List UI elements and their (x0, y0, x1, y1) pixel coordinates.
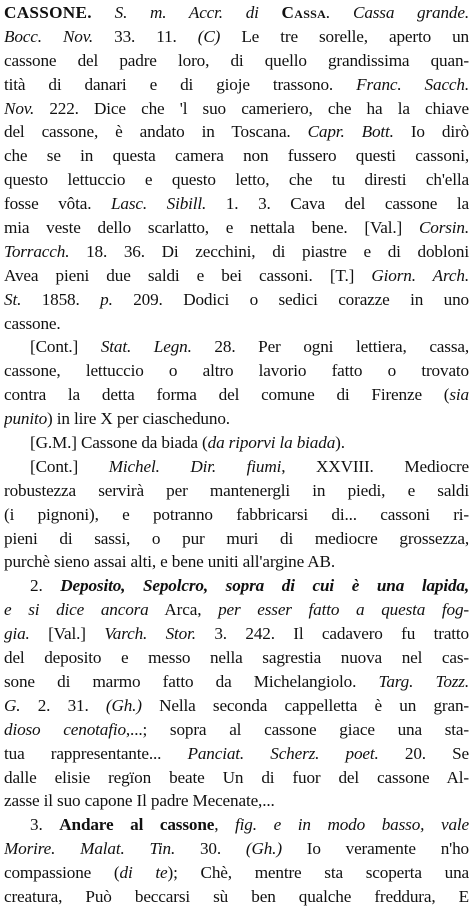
italic-text: S. m. Accr. di (114, 3, 282, 22)
line-text: cassone, lettuccio o altro lavorio fatto o trovato (4, 361, 469, 381)
italic-text: Torracch. (4, 241, 70, 261)
bold-text: CASSONE. (4, 3, 92, 22)
line-text: tua rappresentante... (4, 743, 188, 763)
line-text: fosse vôta. (4, 194, 111, 214)
line-text: 33. 11. (93, 26, 198, 46)
entry-line (4, 527, 469, 551)
italic-text: dioso cenotafio (4, 719, 126, 739)
entry-line (4, 407, 469, 431)
italic-text: punito (4, 409, 48, 429)
entry-line (4, 550, 469, 574)
line-text: del cassone, è andato in Toscana. (4, 122, 308, 142)
entry-line (4, 120, 469, 144)
line-text: Avea pieni due saldi e bei cassoni. [T.] (4, 265, 372, 285)
entry-line (4, 73, 469, 97)
entry-line (4, 144, 469, 168)
dictionary-page (0, 1, 473, 906)
line-text: 28. Per ogni lettiera, cassa, (191, 337, 469, 357)
entry-line (4, 49, 469, 73)
entry-line (4, 718, 469, 742)
italic-text: Lasc. Sibill. (111, 194, 207, 214)
line-text: del deposito e messo nella sagrestia nuova nel cas- (4, 648, 469, 668)
italic-text: G. (4, 695, 21, 715)
line-text: 209. Dodici o sedici corazze in uno (112, 289, 469, 309)
entry-line (4, 670, 469, 694)
bold-text: Andare al cassone (59, 815, 215, 835)
line-text: che se in questa camera non fussero questi cassoni, (4, 146, 469, 166)
italic-text: . Cassa grande. (326, 3, 469, 22)
line-text: 222. Dice che 'l suo cameriero, che ha la chiave (34, 98, 469, 118)
entry-line (4, 359, 469, 383)
italic-text: Morire. Malat. Tin. (4, 839, 176, 859)
entry-line (4, 264, 469, 288)
italic-text: fig. e in modo basso, vale (235, 815, 469, 835)
line-text: [Val.] (29, 624, 105, 644)
italic-text: Bocc. Nov. (4, 26, 94, 46)
italic-text: da riporvi la biada (207, 433, 336, 453)
line-text: , (214, 815, 236, 835)
entry-line (4, 288, 469, 312)
entry-line (4, 312, 469, 336)
line-text: ,...; sopra al cassone giace una sta- (125, 719, 469, 739)
line-text: [G.M.] Cassone da biada ( (30, 433, 208, 453)
entry-line (4, 837, 469, 861)
line-text: Io veramente n'ho (281, 839, 469, 859)
entry-line (4, 813, 469, 837)
line-text: 20. Se (378, 743, 469, 763)
italic-text: (Gh.) (105, 695, 142, 715)
line-text: creatura, Può beccarsi sù ben qualche freddura, E (4, 886, 469, 906)
line-text: 1. 3. Cava del cassone la (206, 194, 469, 214)
entry-line (4, 885, 469, 909)
entry-line (4, 598, 469, 622)
dictionary-entry-cassone (4, 1, 469, 909)
entry-line (4, 97, 469, 121)
line-text: contra la detta forma del comune di Firenze ( (4, 385, 450, 405)
italic-text: (C) (197, 26, 221, 46)
italic-text: Stat. Legn. (100, 337, 192, 357)
line-text: [Cont.] (30, 337, 101, 357)
line-text: 1858. (21, 289, 101, 309)
line-text: cassone. (4, 313, 61, 333)
line-text: purchè sieno assai alti, e bene uniti all'argine AB. (4, 552, 335, 572)
line-text: ); Chè, mentre sta scoperta una (167, 863, 469, 883)
entry-line (4, 646, 469, 670)
line-text: Arca, (148, 600, 219, 620)
italic-text: St. (4, 289, 22, 309)
entry-line (4, 503, 469, 527)
line-text: mia veste dello scarlatto, e nettala bene. [Val.] (4, 218, 419, 238)
italic-text: Michel. Dir. fiumi (108, 456, 282, 476)
italic-text: gia. (4, 624, 30, 644)
line-text: robustezza servirà per mantenergli in piedi, e saldi (4, 480, 469, 500)
line-text: Nella seconda cappelletta è un gran- (141, 695, 469, 715)
line-text (92, 3, 115, 22)
entry-line (4, 168, 469, 192)
line-text: cassone del padre loro, di quello grandissima quan- (4, 50, 469, 70)
entry-line (4, 742, 469, 766)
italic-text: sia (449, 385, 469, 405)
line-text: zasse il suo capone Il padre Mecenate,... (4, 791, 275, 811)
italic-text: Corsin. (418, 218, 469, 238)
line-text: , XXVIII. Mediocre (281, 456, 469, 476)
italic-text: Targ. Tozz. (378, 671, 469, 691)
entry-line (4, 455, 469, 479)
line-text: 2. 31. (20, 695, 106, 715)
line-text: pieni di sassi, o pur muri di mediocre grossezza, (4, 528, 469, 548)
line-text: 3. (30, 815, 60, 835)
line-text: ). (335, 433, 345, 453)
line-text: Io dirò (393, 122, 469, 142)
entry-line (4, 622, 469, 646)
line-text: tità di danari e di gioje trassono. (4, 74, 357, 94)
line-text: questo lettuccio e questo letto, che tu diresti ch'ella (4, 170, 469, 190)
line-text: (i pignoni), e potranno fabbricarsi di... cassoni ri- (4, 504, 469, 524)
italic-text: (Gh.) (245, 839, 282, 859)
entry-line (4, 216, 469, 240)
entry-line (4, 574, 469, 598)
entry-line (4, 694, 469, 718)
italic-text: Capr. Bott. (307, 122, 394, 142)
italic-text: Nov. (4, 98, 35, 118)
italic-text: Panciat. Scherz. poet. (187, 743, 379, 763)
line-text: dalle elisie regïon beate Un di fuor del cassone Al- (4, 767, 469, 787)
bold-text: Cassa (281, 3, 327, 22)
entry-line (4, 383, 469, 407)
line-text: 30. (175, 839, 246, 859)
line-text: 3. 242. Il cadavero fu tratto (195, 624, 469, 644)
line-text: [Cont.] (30, 456, 109, 476)
italic-text: di te (119, 863, 168, 883)
italic-text: Franc. Sacch. (356, 74, 469, 94)
entry-line (4, 861, 469, 885)
entry-line (4, 25, 469, 49)
entry-line (4, 431, 469, 455)
entry-line (4, 335, 469, 359)
entry-line (4, 766, 469, 790)
entry-line (4, 192, 469, 216)
line-text: 2. (30, 576, 61, 596)
line-text: sone di marmo fatto da Michelangiolo. (4, 671, 379, 691)
italic-text: per esser fatto a questa fog- (218, 600, 469, 620)
entry-line (4, 479, 469, 503)
line-text: compassione ( (4, 863, 120, 883)
entry-line (4, 1, 469, 25)
entry-line (4, 240, 469, 264)
line-text: 18. 36. Di zecchini, di piastre e di dobloni (69, 241, 469, 261)
italic-text: p. (100, 289, 113, 309)
italic-text: Varch. Stor. (104, 624, 196, 644)
italic-text: e si dice ancora (4, 600, 149, 620)
line-text: ) in lire X per ciascheduno. (47, 409, 230, 429)
line-text: Le tre sorelle, aperto un (220, 26, 469, 46)
italic-text: Giorn. Arch. (371, 265, 469, 285)
italic-text: Deposito, Sepolcro, sopra di cui è una lapida, (60, 576, 469, 596)
